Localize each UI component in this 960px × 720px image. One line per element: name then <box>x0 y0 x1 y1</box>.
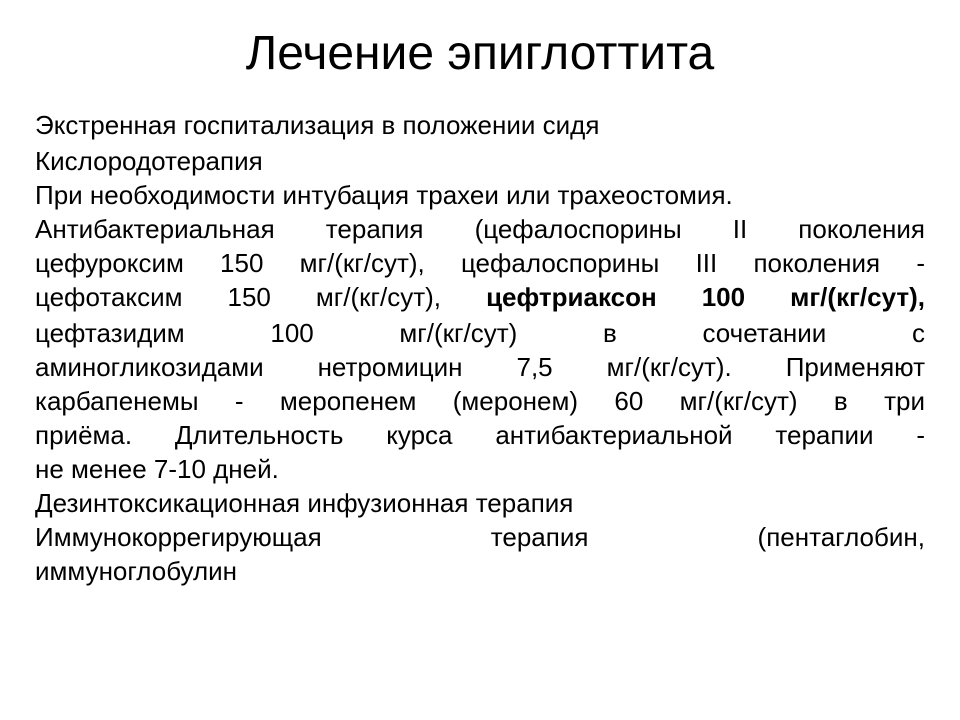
text-line <box>35 282 925 312</box>
text-line: Антибактериальная терапия (цефалоспорины II поколения <box>35 214 925 244</box>
text-line: карбапенемы - меропенем (меронем) 60 мг/(кг/сут) в три <box>35 386 925 416</box>
text-line: цефтазидим 100 мг/(кг/сут) в сочетании с <box>35 318 925 348</box>
text-segment: цефотаксим 150 мг/(кг/сут), <box>35 282 442 312</box>
highlighted-drug: цефтриаксон 100 мг/(кг/сут), <box>486 282 925 312</box>
text-line: Кислородотерапия <box>35 146 263 176</box>
page-title: Лечение эпиглоттита <box>245 27 715 80</box>
text-line: иммуноглобулин <box>35 556 238 586</box>
text-line: Экстренная госпитализация в положении сидя <box>35 110 600 140</box>
text-line: цефуроксим 150 мг/(кг/сут), цефалоспорины III поколения - <box>35 248 925 278</box>
text-line: Дезинтоксикационная инфузионная терапия <box>35 488 574 518</box>
text-line: приёма. Длительность курса антибактериальной терапии - <box>35 420 925 450</box>
text-line: не менее 7-10 дней. <box>35 454 279 484</box>
text-line: При необходимости интубация трахеи или трахеостомия. <box>35 180 733 210</box>
text-line: аминогликозидами нетромицин 7,5 мг/(кг/сут). Применяют <box>35 352 925 382</box>
text-line: Иммунокоррегирующая терапия (пентаглобин, <box>35 522 925 552</box>
